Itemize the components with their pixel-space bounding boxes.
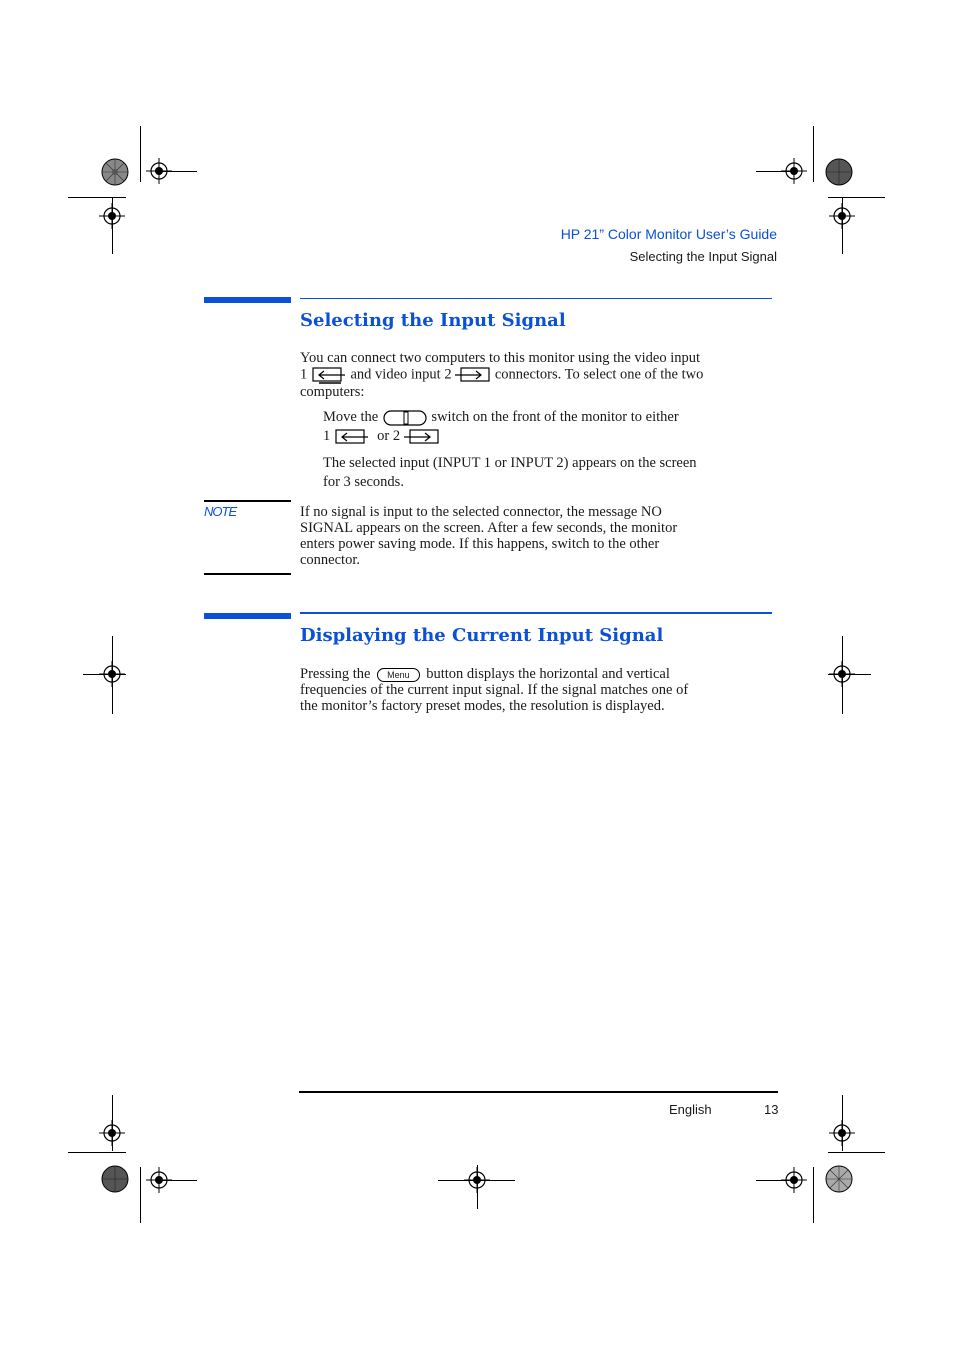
text-line: connector. [300, 552, 360, 568]
intro-paragraph [300, 350, 703, 400]
color-target-icon [101, 1165, 129, 1193]
text-line: computers: [300, 384, 365, 400]
color-target-icon [101, 158, 129, 186]
text-line: You can connect two computers to this monitor using the video input [300, 350, 701, 366]
color-target-icon [825, 1165, 853, 1193]
running-header-title: HP 21” Color Monitor User’s Guide [560, 226, 777, 242]
text-fragment: switch on the front of the monitor to either [431, 409, 679, 425]
section-heading: Selecting the Input Signal [300, 310, 566, 331]
section-heading: Displaying the Current Input Signal [300, 625, 664, 646]
page-number: 13 [764, 1102, 779, 1117]
text-line: for 3 seconds. [323, 474, 404, 490]
text-line [323, 408, 679, 427]
text-fragment: 1 [300, 366, 308, 383]
note-rule-top [204, 500, 291, 502]
text-fragment: button displays the horizontal and vertical [426, 666, 670, 682]
text-line: the monitor’s factory preset modes, the resolution is displayed. [300, 698, 665, 714]
text-fragment: connectors. To select one of the two [494, 366, 704, 383]
text-line [300, 366, 703, 384]
footer-rule [299, 1091, 778, 1093]
text-line: The selected input (INPUT 1 or INPUT 2) appears on the screen [323, 455, 697, 471]
color-target-icon [825, 158, 853, 186]
section-bar [204, 297, 291, 303]
running-header-subtitle: Selecting the Input Signal [629, 249, 777, 264]
text-fragment: and video input 2 [350, 366, 452, 383]
footer-language: English [669, 1102, 712, 1117]
menu-button-icon: Menu [377, 668, 420, 682]
input-1-connector-icon [334, 428, 370, 446]
text-line: If no signal is input to the selected connector, the message NO [300, 504, 662, 520]
section-rule [300, 298, 772, 299]
input-switch-icon [382, 409, 428, 427]
result-paragraph [323, 454, 697, 492]
menu-paragraph [300, 666, 688, 714]
text-line [323, 427, 679, 446]
note-label: NOTE [204, 504, 237, 519]
text-fragment: or 2 [377, 428, 401, 444]
text-line: frequencies of the current input signal. If the signal matches one of [300, 682, 689, 698]
input-2-connector-icon [404, 428, 440, 446]
note-paragraph [300, 504, 677, 568]
section-bar [204, 613, 291, 619]
text-fragment: 1 [323, 428, 331, 444]
text-line [300, 666, 688, 682]
section-rule [300, 612, 772, 614]
text-fragment: Pressing the [300, 666, 371, 682]
text-fragment: Move the [323, 409, 379, 425]
input-1-connector-icon [311, 366, 347, 384]
text-line: SIGNAL appears on the screen. After a few seconds, the monitor [300, 520, 678, 536]
text-line: enters power saving mode. If this happens, switch to the other [300, 536, 660, 552]
step-paragraph [323, 408, 679, 446]
note-rule-bottom [204, 573, 291, 575]
input-2-connector-icon [455, 366, 491, 384]
